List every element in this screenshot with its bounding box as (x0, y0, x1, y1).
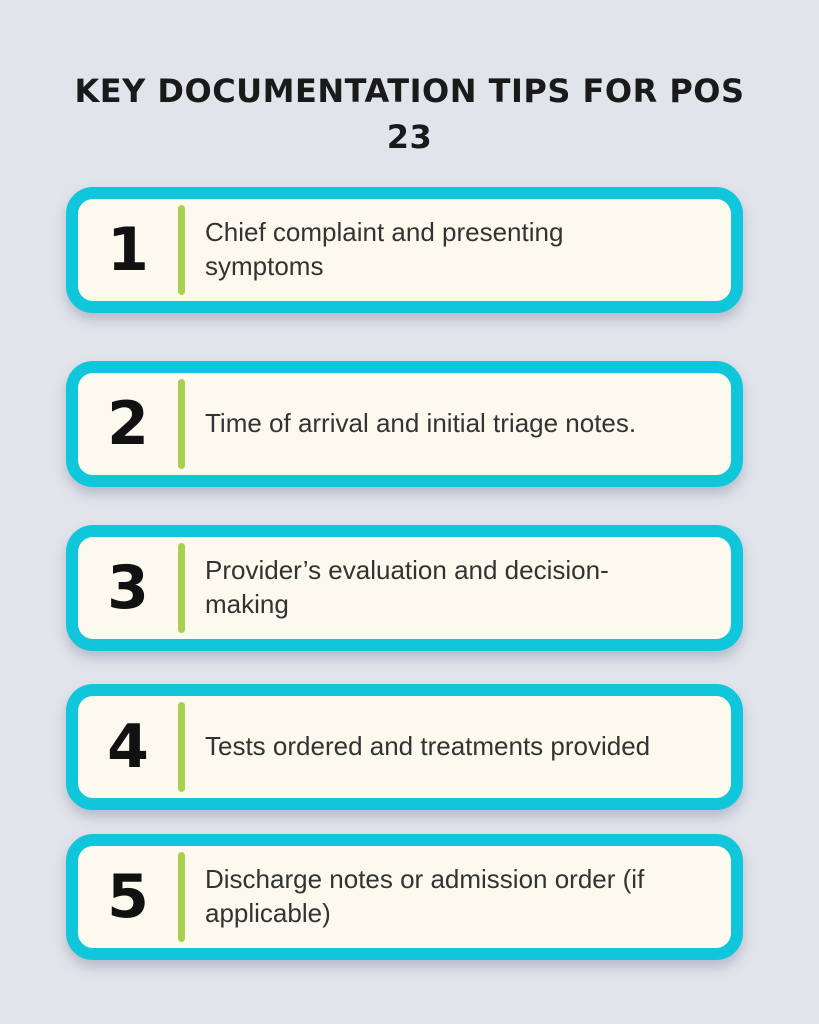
tip-card-5 (66, 834, 743, 960)
tip-text: Chief complaint and presenting symptoms (205, 216, 564, 281)
tip-number: 5 (107, 861, 149, 932)
tip-number: 1 (107, 214, 149, 285)
tip-number: 3 (107, 552, 149, 623)
accent-bar (178, 702, 185, 792)
tip-text: Discharge notes or admission order (if applicable) (205, 863, 645, 928)
tip-number: 4 (107, 711, 149, 782)
tip-text: Time of arrival and initial triage notes. (205, 407, 637, 438)
accent-bar (178, 543, 185, 633)
accent-bar (178, 379, 185, 469)
tip-text: Provider’s evaluation and decision-making (205, 554, 609, 619)
tips-list (66, 187, 743, 960)
tip-card-4 (66, 684, 743, 810)
tip-card-3 (66, 525, 743, 651)
accent-bar (178, 205, 185, 295)
tip-card-2 (66, 361, 743, 487)
tip-number: 2 (107, 388, 149, 459)
tip-card-1 (66, 187, 743, 313)
page-title: KEY DOCUMENTATION TIPS FOR POS 23 (74, 72, 745, 157)
accent-bar (178, 852, 185, 942)
tip-text: Tests ordered and treatments provided (205, 730, 651, 761)
